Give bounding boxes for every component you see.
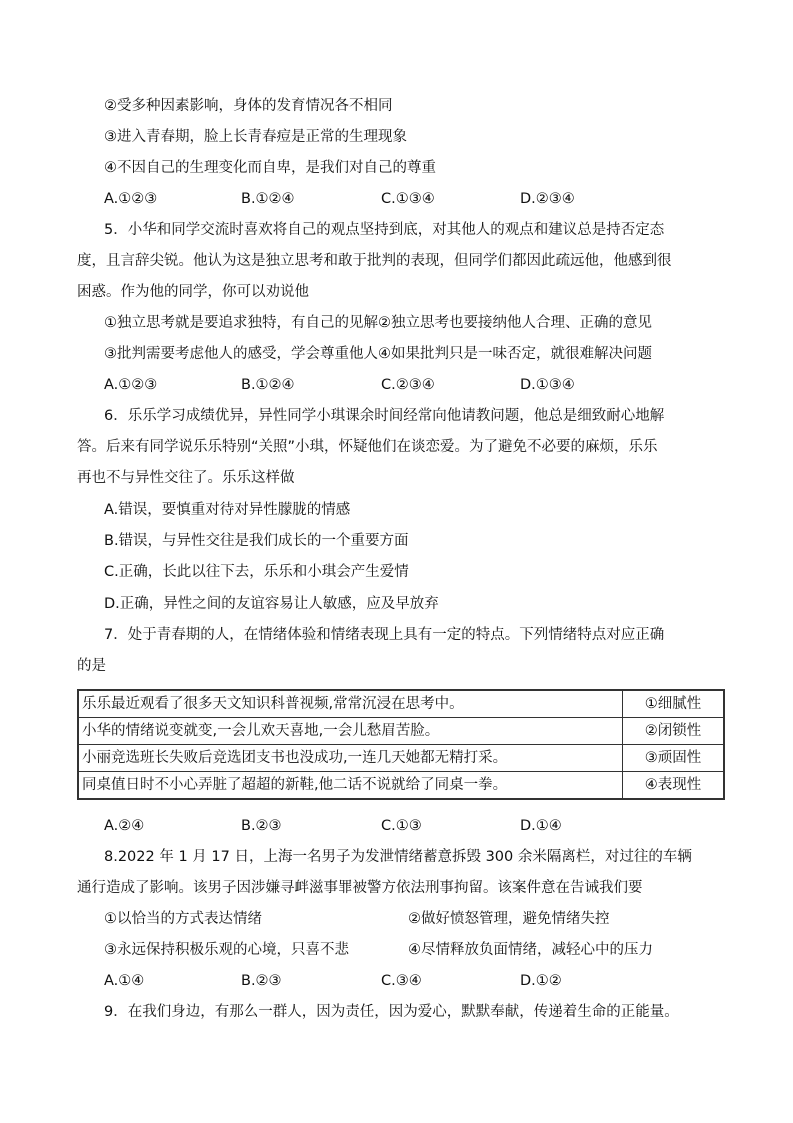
table-cell-desc: 乐乐最近观看了很多天文知识科普视频,常常沉浸在思考中。 — [78, 690, 623, 718]
q8-option-c[interactable]: C.③④ — [381, 973, 422, 989]
q6-option-c[interactable]: C.正确，长此以往下去，乐乐和小琪会产生爱情 — [104, 564, 409, 580]
q8-item-4: ④尽情释放负面情绪，减轻心中的压力 — [408, 942, 653, 958]
q6-option-b[interactable]: B.错误，与异性交往是我们成长的一个重要方面 — [104, 533, 409, 549]
q7-option-a[interactable]: A.②④ — [104, 818, 145, 834]
q5-stem-line-3: 困惑。作为他的同学，你可以劝说他 — [77, 284, 309, 300]
table-cell-trait: ②闭锁性 — [623, 718, 725, 745]
q5-items-line-1: ①独立思考就是要追求独特，有自己的见解②独立思考也要接纳他人合理、正确的意见 — [104, 315, 652, 331]
q8-stem-line-1: 8.2022 年 1 月 17 日，上海一名男子为发泄情绪蓄意拆毁 300 余米隔离栏，对过往的车辆 — [104, 849, 692, 865]
q4-option-a[interactable]: A.①②③ — [104, 191, 158, 207]
table-cell-trait: ④表现性 — [623, 772, 725, 800]
q8-item-3: ③永远保持积极乐观的心境，只喜不悲 — [104, 942, 349, 958]
q8-option-b[interactable]: B.②③ — [241, 973, 282, 989]
q8-option-a[interactable]: A.①④ — [104, 973, 145, 989]
q5-stem-line-2: 度，且言辞尖锐。他认为这是独立思考和敢于批判的表现，但同学们都因此疏远他，他感到很 — [77, 253, 672, 269]
q7-option-c[interactable]: C.①③ — [381, 818, 422, 834]
table-cell-desc: 同桌值日时不小心弄脏了超超的新鞋,他二话不说就给了同桌一拳。 — [78, 772, 623, 800]
table-row — [78, 745, 724, 772]
q7-emotion-table — [77, 689, 725, 800]
q8-item-1: ①以恰当的方式表达情绪 — [104, 911, 262, 927]
table-row — [78, 690, 724, 718]
table-cell-desc: 小丽竞选班长失败后竞选团支书也没成功,一连几天她都无精打采。 — [78, 745, 623, 772]
q8-option-d[interactable]: D.①② — [520, 973, 562, 989]
q5-option-c[interactable]: C.②③④ — [381, 377, 435, 393]
q8-stem-line-2: 通行造成了影响。该男子因涉嫌寻衅滋事罪被警方依法刑事拘留。该案件意在告诫我们要 — [77, 880, 643, 896]
q8-item-2: ②做好愤怒管理，避免情绪失控 — [408, 911, 610, 927]
q5-option-d[interactable]: D.①③④ — [520, 377, 575, 393]
table-cell-desc: 小华的情绪说变就变,一会儿欢天喜地,一会儿愁眉苦脸。 — [78, 718, 623, 745]
q5-option-a[interactable]: A.①②③ — [104, 377, 158, 393]
q9-stem-line-1: 9．在我们身边，有那么一群人，因为责任，因为爱心，默默奉献，传递着生命的正能量。 — [104, 1004, 679, 1020]
table-row — [78, 718, 724, 745]
q4-item-3: ③进入青春期，脸上长青春痘是正常的生理现象 — [104, 129, 407, 145]
q5-items-line-2: ③批判需要考虑他人的感受，学会尊重他人④如果批判只是一味否定，就很难解决问题 — [104, 346, 652, 362]
q7-option-b[interactable]: B.②③ — [241, 818, 282, 834]
q6-stem-line-3: 再也不与异性交往了。乐乐这样做 — [77, 470, 295, 486]
table-row — [78, 772, 724, 800]
q4-option-d[interactable]: D.②③④ — [520, 191, 575, 207]
q5-option-b[interactable]: B.①②④ — [241, 377, 295, 393]
table-cell-trait: ①细腻性 — [623, 690, 725, 718]
q6-stem-line-1: 6．乐乐学习成绩优异，异性同学小琪课余时间经常向他请教问题，他总是细致耐心地解 — [104, 408, 665, 424]
q6-option-a[interactable]: A.错误，要慎重对待对异性朦胧的情感 — [104, 502, 351, 518]
table-cell-trait: ③顽固性 — [623, 745, 725, 772]
q4-item-4: ④不因自己的生理变化而自卑，是我们对自己的尊重 — [104, 160, 436, 176]
q6-option-d[interactable]: D.正确，异性之间的友谊容易让人敏感，应及早放弃 — [104, 596, 439, 612]
q7-stem-line-1: 7．处于青春期的人，在情绪体验和情绪表现上具有一定的特点。下列情绪特点对应正确 — [104, 627, 665, 643]
q6-stem-line-2: 答。后来有同学说乐乐特别“关照”小琪，怀疑他们在谈恋爱。为了避免不必要的麻烦，乐乐 — [77, 439, 658, 455]
q7-stem-line-2: 的是 — [77, 658, 106, 674]
q5-stem-line-1: 5．小华和同学交流时喜欢将自己的观点坚持到底，对其他人的观点和建议总是持否定态 — [104, 222, 665, 238]
q4-option-b[interactable]: B.①②④ — [241, 191, 295, 207]
q7-option-d[interactable]: D.①④ — [520, 818, 562, 834]
q4-option-c[interactable]: C.①③④ — [381, 191, 435, 207]
q4-item-2: ②受多种因素影响，身体的发育情况各不相同 — [104, 98, 393, 114]
